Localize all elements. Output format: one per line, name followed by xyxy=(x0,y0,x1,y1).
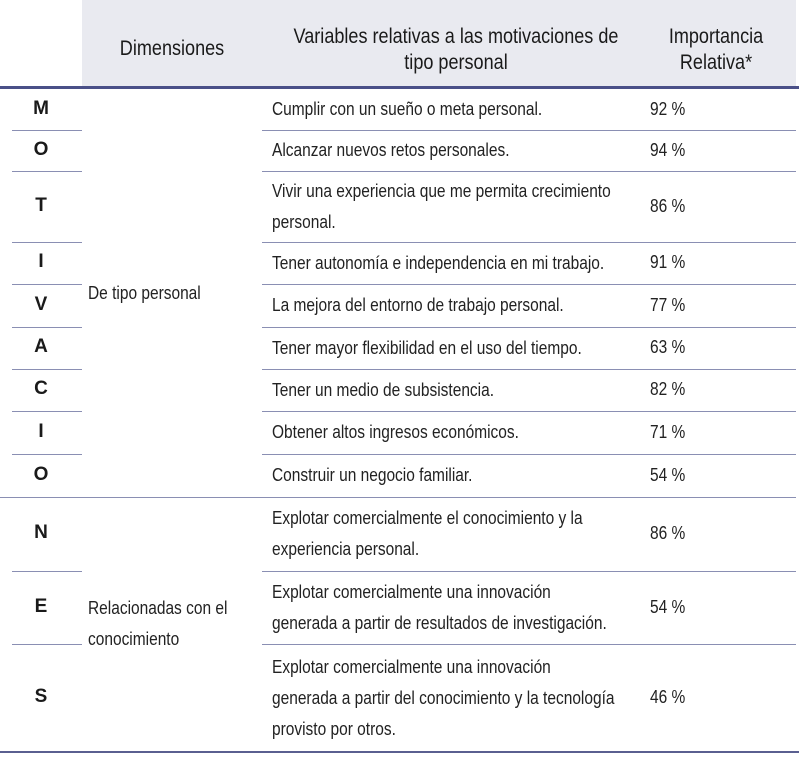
row-separator xyxy=(262,369,796,370)
importance-percent: 94 % xyxy=(650,139,686,160)
variable-text-line: generada a partir del conocimiento y la tecnología xyxy=(272,687,615,708)
importance-percent: 54 % xyxy=(650,596,686,617)
header-dimensiones: Dimensiones xyxy=(119,37,225,60)
header-importancia xyxy=(647,24,785,76)
letter-separator xyxy=(12,284,82,285)
row-letter: T xyxy=(35,194,47,216)
variable-text-line: Explotar comercialmente el conocimiento y la xyxy=(272,508,583,528)
row-separator xyxy=(262,130,796,131)
row-separator xyxy=(262,497,796,498)
row-separator xyxy=(262,454,796,455)
row-separator xyxy=(262,571,796,572)
row-letter: E xyxy=(34,595,48,617)
variable-text-line: Tener mayor flexibilidad en el uso del tiempo. xyxy=(272,337,582,358)
row-letter: O xyxy=(33,138,49,160)
importance-percent: 91 % xyxy=(650,252,686,272)
importance-percent: 77 % xyxy=(650,294,686,315)
variable-text-line: Obtener altos ingresos económicos. xyxy=(272,422,519,442)
dimension-group-separator xyxy=(0,497,262,498)
header-variables-line2: tipo personal xyxy=(404,51,508,74)
row-separator xyxy=(262,171,796,172)
variable-text-line: Tener autonomía e independencia en mi trabajo. xyxy=(272,252,605,273)
row-letter: I xyxy=(38,251,44,272)
importance-percent: 86 % xyxy=(650,195,686,216)
header-importancia-line2: Relativa* xyxy=(679,51,753,74)
letter-separator xyxy=(12,454,82,455)
letter-separator xyxy=(12,242,82,243)
row-separator xyxy=(262,284,796,285)
header-variables-line1: Variables relativas a las motivaciones de xyxy=(293,25,619,48)
dimension-conocimiento-line1: Relacionadas con el xyxy=(88,598,228,618)
row-letter: I xyxy=(38,420,44,442)
importance-percent: 92 % xyxy=(650,98,686,119)
variable-text-line: Explotar comercialmente una innovación xyxy=(272,581,551,602)
importance-percent: 82 % xyxy=(650,379,686,399)
row-letter: V xyxy=(34,293,48,315)
row-letter: M xyxy=(33,97,49,119)
dimension-conocimiento xyxy=(88,593,227,655)
variable-text-line: Cumplir con un sueño o meta personal. xyxy=(272,99,543,119)
letter-separator xyxy=(12,411,82,412)
dimension-personal: De tipo personal xyxy=(88,283,201,303)
letter-separator xyxy=(12,644,82,645)
variable-text-line: Explotar comercialmente una innovación xyxy=(272,656,551,677)
variable-text-line: personal. xyxy=(272,211,336,232)
letter-separator xyxy=(12,130,82,131)
header-importancia-line1: Importancia xyxy=(668,25,764,48)
row-letter: N xyxy=(34,522,48,543)
row-separator xyxy=(262,242,796,243)
header-bottom-border xyxy=(0,86,799,89)
letter-separator xyxy=(12,171,82,172)
row-letter: A xyxy=(34,336,48,357)
variable-text-line: Alcanzar nuevos retos personales. xyxy=(272,140,510,160)
row-letter: S xyxy=(34,686,48,707)
row-separator xyxy=(262,327,796,328)
variable-text-line: La mejora del entorno de trabajo personal. xyxy=(272,295,564,315)
letter-separator xyxy=(12,327,82,328)
letter-separator xyxy=(12,571,82,572)
importance-percent: 54 % xyxy=(650,464,686,485)
importance-percent: 86 % xyxy=(650,523,686,543)
importance-percent: 71 % xyxy=(650,421,686,442)
importance-percent: 63 % xyxy=(650,337,686,357)
row-separator xyxy=(262,644,796,645)
variable-text-line: experiencia personal. xyxy=(272,539,420,559)
header-variables xyxy=(289,24,623,76)
variable-text-line: provisto por otros. xyxy=(272,718,396,739)
dimension-conocimiento-line2: conocimiento xyxy=(88,629,180,649)
letter-separator xyxy=(12,369,82,370)
variable-text-line: Tener un medio de subsistencia. xyxy=(272,379,495,400)
variable-text-line: Vivir una experiencia que me permita crecimiento xyxy=(272,180,611,201)
row-letter: C xyxy=(34,378,48,399)
variable-text-line: Construir un negocio familiar. xyxy=(272,465,473,485)
table-bottom-border xyxy=(0,751,799,753)
importance-percent: 46 % xyxy=(650,687,686,707)
variable-text-line: generada a partir de resultados de investigación. xyxy=(272,612,607,633)
row-separator xyxy=(262,411,796,412)
row-letter: O xyxy=(33,463,49,485)
